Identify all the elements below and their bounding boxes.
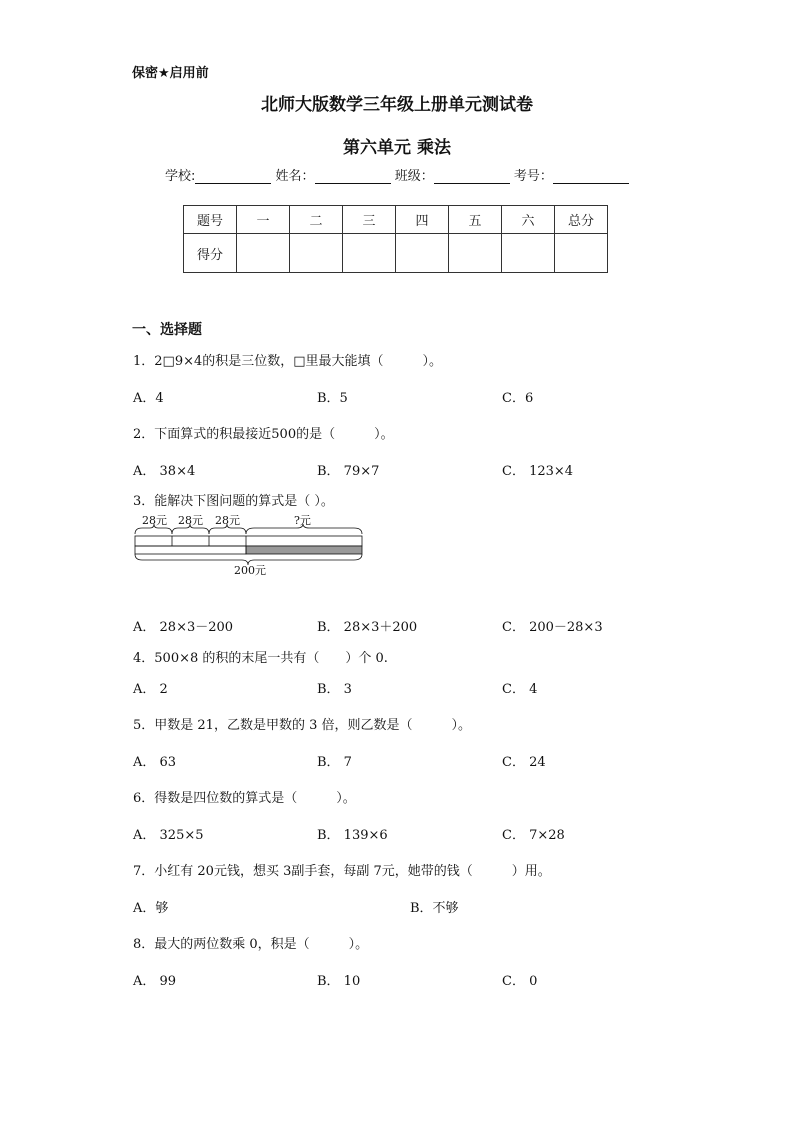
question-3-stem: 3．能解决下图问题的算式是（ ）。	[133, 494, 334, 509]
score-header-cell: 二	[290, 206, 343, 234]
exam-no-label: 考号：	[513, 169, 553, 184]
score-table	[183, 205, 608, 273]
segment-label-unknown: ?元	[294, 514, 311, 527]
question-1-option-a[interactable]: A．4	[133, 391, 164, 406]
segment-diagram	[130, 508, 370, 578]
question-2-stem: 2．下面算式的积最接近500的是（ ）。	[133, 427, 394, 442]
question-7-stem: 7．小红有 20元钱，想买 3副手套，每副 7元，她带的钱（ ）用。	[133, 864, 551, 879]
class-label: 班级：	[394, 169, 434, 184]
segment-label-3: 28元	[215, 514, 240, 527]
question-7-option-b[interactable]: B．不够	[410, 901, 459, 916]
question-6-option-c[interactable]: C． 7×28	[502, 828, 565, 843]
score-row-label: 得分	[184, 234, 237, 273]
question-4-option-a[interactable]: A． 2	[133, 682, 168, 697]
question-8-option-b[interactable]: B． 10	[317, 974, 361, 989]
question-5-stem: 5．甲数是 21，乙数是甲数的 3 倍，则乙数是（ ）。	[133, 718, 471, 733]
confidential-label: 保密★启用前	[132, 66, 209, 81]
score-input-cell[interactable]	[449, 234, 502, 273]
question-5-option-a[interactable]: A． 63	[133, 755, 177, 770]
class-blank[interactable]	[434, 169, 510, 184]
section-title: 一、选择题	[132, 322, 202, 338]
segment-label-1: 28元	[142, 514, 167, 527]
question-7-option-a[interactable]: A．够	[133, 901, 169, 916]
question-1-stem: 1．2□9×4的积是三位数，□里最大能填（ ）。	[133, 354, 443, 369]
school-blank[interactable]	[195, 169, 271, 184]
student-info-line	[165, 165, 629, 184]
score-table-score-row	[184, 234, 608, 273]
question-5-option-b[interactable]: B． 7	[317, 755, 352, 770]
score-header-cell: 四	[396, 206, 449, 234]
bar-top	[135, 536, 362, 546]
segment-label-2: 28元	[178, 514, 203, 527]
score-header-cell: 五	[449, 206, 502, 234]
score-input-cell[interactable]	[290, 234, 343, 273]
exam-no-blank[interactable]	[553, 169, 629, 184]
question-4-stem: 4．500×8 的积的末尾一共有（ ）个 0.	[133, 651, 388, 666]
school-label: 学校:	[165, 169, 196, 184]
name-blank[interactable]	[315, 169, 391, 184]
question-8-option-c[interactable]: C． 0	[502, 974, 538, 989]
score-input-cell[interactable]	[343, 234, 396, 273]
score-header-cell: 六	[502, 206, 555, 234]
question-6-stem: 6．得数是四位数的算式是（ ）。	[133, 791, 356, 806]
question-8-stem: 8．最大的两位数乘 0，积是（ ）。	[133, 937, 369, 952]
bar-shaded-unknown	[246, 546, 362, 554]
score-header-cell: 题号	[184, 206, 237, 234]
score-input-cell[interactable]	[237, 234, 290, 273]
question-2-option-a[interactable]: A． 38×4	[133, 464, 196, 479]
question-8-option-a[interactable]: A． 99	[133, 974, 177, 989]
question-3-option-c[interactable]: C． 200－28×3	[502, 620, 603, 635]
page-subtitle: 第六单元 乘法	[343, 138, 451, 158]
question-2-option-b[interactable]: B． 79×7	[317, 464, 380, 479]
score-input-cell[interactable]	[555, 234, 608, 273]
page-title: 北师大版数学三年级上册单元测试卷	[261, 95, 533, 115]
score-header-cell: 总分	[555, 206, 608, 234]
question-4-option-c[interactable]: C． 4	[502, 682, 538, 697]
question-5-option-c[interactable]: C． 24	[502, 755, 546, 770]
score-input-cell[interactable]	[502, 234, 555, 273]
question-1-option-b[interactable]: B．5	[317, 391, 348, 406]
question-1-option-c[interactable]: C．6	[502, 391, 534, 406]
question-3-option-a[interactable]: A． 28×3－200	[133, 620, 234, 635]
question-6-option-b[interactable]: B． 139×6	[317, 828, 388, 843]
bar-bottom-left	[135, 546, 246, 554]
score-table-header-row	[184, 206, 608, 234]
question-3-option-b[interactable]: B． 28×3＋200	[317, 620, 418, 635]
score-input-cell[interactable]	[396, 234, 449, 273]
name-label: 姓名：	[275, 169, 315, 184]
question-2-option-c[interactable]: C． 123×4	[502, 464, 574, 479]
score-header-cell: 三	[343, 206, 396, 234]
total-label: 200元	[234, 564, 266, 577]
question-4-option-b[interactable]: B． 3	[317, 682, 352, 697]
score-header-cell: 一	[237, 206, 290, 234]
question-6-option-a[interactable]: A． 325×5	[133, 828, 204, 843]
